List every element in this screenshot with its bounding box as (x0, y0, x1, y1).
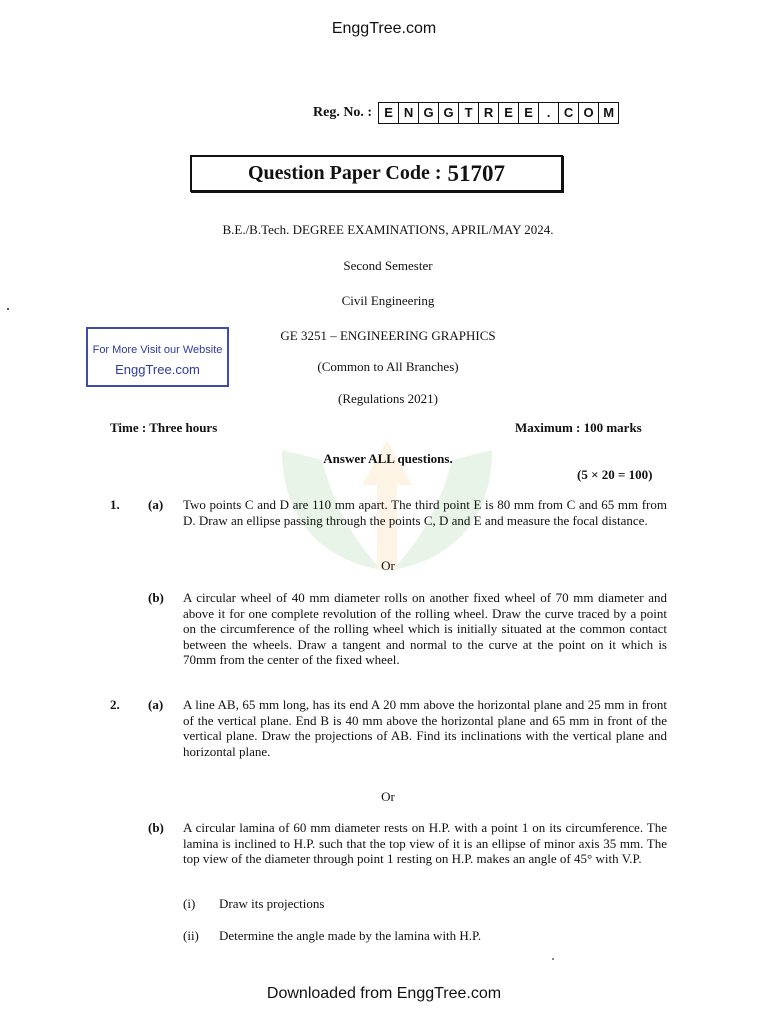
question-1a-text: Two points C and D are 110 mm apart. The third point E is 80 mm from C and 65 mm from D. Draw an ellipse passing through the points C, D and E and measure the focal distance. (183, 497, 667, 528)
reg-no-boxes (378, 102, 619, 124)
reg-box: G (419, 103, 439, 123)
reg-box: T (459, 103, 479, 123)
part-label: (b) (148, 590, 164, 605)
department: Civil Engineering (341, 293, 435, 308)
sub-part-label: (i) (183, 896, 196, 911)
reg-box: E (379, 103, 399, 123)
reg-box: C (559, 103, 579, 123)
sub-part-label: (ii) (183, 928, 199, 943)
reg-box: G (439, 103, 459, 123)
question-2a-text: A line AB, 65 mm long, has its end A 20 mm above the horizontal plane and 25 mm in front of the vertical plane. End B is 40 mm above the horizontal plane and 65 mm in front of the vertical plane. Draw the projections of AB. Find its inclinations with the vertical plane and horizontal plane. (183, 697, 667, 759)
promo-link[interactable]: EnggTree.com (115, 362, 200, 377)
or-separator: Or (381, 558, 395, 573)
scan-speck (552, 958, 554, 960)
reg-box: E (499, 103, 519, 123)
degree-line: B.E./B.Tech. DEGREE EXAMINATIONS, APRIL/MAY 2024. (222, 222, 554, 237)
question-number: 1. (110, 497, 120, 512)
or-separator: Or (381, 789, 395, 804)
part-label: (b) (148, 820, 164, 835)
site-header: EnggTree.com (331, 20, 437, 37)
semester: Second Semester (343, 258, 433, 273)
reg-box: M (603, 105, 615, 120)
time-allowed: Time : Three hours (110, 420, 218, 435)
instruction: Answer ALL questions. (323, 451, 453, 466)
reg-no-label: Reg. No. : (313, 105, 373, 120)
reg-box: R (479, 103, 499, 123)
sub-part-text: Draw its projections (219, 896, 325, 911)
marks-scheme: (5 × 20 = 100) (577, 467, 653, 482)
question-2b-text: A circular lamina of 60 mm diameter rests on H.P. with a point 1 on its circumference. The lamina is inclined to H.P. such that the top view of it is an ellipse of minor axis 35 mm. The top view of the diameter through point 1 resting on H.P. makes an angle of 45° with V.P. (183, 820, 667, 867)
promo-line-1: For More Visit our Website (92, 344, 223, 356)
question-number: 2. (110, 697, 120, 712)
part-label: (a) (148, 497, 164, 512)
question-paper-code-box (190, 155, 563, 192)
reg-box: N (399, 103, 419, 123)
reg-box: E (519, 103, 539, 123)
question-paper-code-label: Question Paper Code : (247, 162, 442, 184)
reg-no (313, 102, 619, 124)
part-label: (a) (148, 697, 164, 712)
website-promo-box[interactable] (86, 327, 229, 387)
regulations: (Regulations 2021) (337, 391, 438, 406)
sub-part-text: Determine the angle made by the lamina with H.P. (219, 928, 482, 943)
question-paper-code: 51707 (447, 160, 505, 186)
reg-box: . (539, 103, 559, 123)
question-1b-text: A circular wheel of 40 mm diameter rolls on another fixed wheel of 70 mm diameter and above it for one complete revolution of the rolling wheel. Draw the curve traced by a point on the circumference of the rolling wheel which is initially situated at the common contact between the wheels. Draw a tangent and normal to the curve at the point on it which is 70mm from the center of the fixed wheel. (183, 590, 667, 668)
common-note: (Common to All Branches) (317, 359, 459, 374)
site-footer: Downloaded from EnggTree.com (266, 985, 502, 1002)
course-title: GE 3251 – ENGINEERING GRAPHICS (280, 328, 496, 343)
reg-box: O (579, 103, 599, 123)
maximum-marks: Maximum : 100 marks (515, 420, 642, 435)
